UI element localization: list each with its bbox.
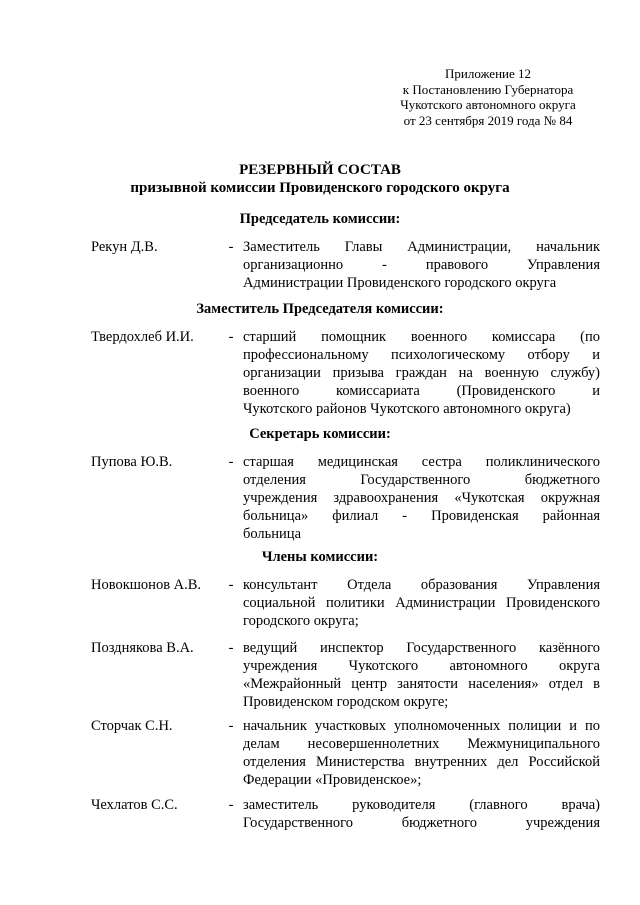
section-heading-deputy: Заместитель Председателя комиссии: bbox=[196, 301, 444, 317]
dash-separator: - bbox=[228, 329, 234, 345]
description-line: организации призыва граждан на военную службу) bbox=[243, 365, 600, 381]
person-name: Пупова Ю.В. bbox=[91, 454, 173, 470]
dash-separator: - bbox=[228, 640, 234, 656]
position-description bbox=[243, 328, 600, 418]
description-line: учреждения здравоохранения «Чукотская окружная bbox=[243, 490, 600, 506]
description-line: организационно - правового Управления bbox=[243, 257, 600, 273]
document-subtitle: призывной комиссии Провиденского городского округа bbox=[130, 180, 510, 196]
position-description bbox=[243, 453, 600, 543]
description-line: учреждения Чукотского автономного округа bbox=[243, 658, 600, 674]
dash-separator: - bbox=[228, 577, 234, 593]
position-description bbox=[243, 796, 600, 832]
description-line: Чукотского районов Чукотского автономного округа) bbox=[243, 401, 571, 417]
description-line: Администрации Провиденского городского округа bbox=[243, 275, 557, 291]
section-heading-secretary: Секретарь комиссии: bbox=[249, 426, 391, 442]
description-line: больница bbox=[243, 526, 301, 542]
person-name: Сторчак С.Н. bbox=[91, 718, 173, 734]
person-name: Чехлатов С.С. bbox=[91, 797, 178, 813]
description-line: отделения Государственного бюджетного bbox=[243, 472, 600, 488]
appendix-line: к Постановлению Губернатора bbox=[402, 81, 574, 97]
description-line: начальник участковых уполномоченных полиции и по bbox=[243, 718, 600, 734]
section-heading-chairman: Председатель комиссии: bbox=[239, 211, 401, 227]
appendix-header bbox=[392, 66, 584, 128]
description-line: Государственного бюджетного учреждения bbox=[243, 815, 600, 831]
position-description bbox=[243, 639, 600, 711]
position-description bbox=[243, 576, 600, 630]
description-line: консультант Отдела образования Управления bbox=[243, 577, 600, 593]
appendix-line: от 23 сентября 2019 года № 84 bbox=[403, 112, 573, 128]
description-line: городского округа; bbox=[243, 613, 359, 629]
person-name: Позднякова В.А. bbox=[91, 640, 194, 656]
person-name: Твердохлеб И.И. bbox=[91, 329, 194, 345]
description-line: заместитель руководителя (главного врача) bbox=[243, 797, 600, 813]
dash-separator: - bbox=[228, 797, 234, 813]
description-line: старшая медицинская сестра поликлинического bbox=[243, 454, 600, 470]
description-line: социальной политики Администрации Провиденского bbox=[243, 595, 600, 611]
description-line: Провиденском городском округе; bbox=[243, 694, 449, 710]
description-line: больница» филиал - Провиденская районная bbox=[243, 508, 600, 524]
dash-separator: - bbox=[228, 718, 234, 734]
description-line: военного комиссариата (Провиденского и bbox=[243, 383, 600, 399]
position-description bbox=[243, 717, 600, 789]
person-name: Рекун Д.В. bbox=[91, 239, 158, 255]
document-title: РЕЗЕРВНЫЙ СОСТАВ bbox=[239, 162, 401, 178]
appendix-line: Приложение 12 bbox=[444, 66, 532, 81]
description-line: «Межрайонный центр занятости населения» отдел в bbox=[243, 676, 600, 692]
description-line: ведущий инспектор Государственного казённого bbox=[243, 640, 600, 656]
appendix-line: Чукотского автономного округа bbox=[400, 97, 576, 112]
description-line: отделения Министерства внутренних дел Российской bbox=[243, 754, 600, 770]
section-heading-members: Члены комиссии: bbox=[261, 549, 379, 565]
description-line: делам несовершеннолетних Межмуниципального bbox=[243, 736, 600, 752]
description-line: Заместитель Главы Администрации, начальник bbox=[243, 239, 600, 255]
description-line: Федерации «Провиденское»; bbox=[243, 772, 422, 788]
description-line: старший помощник военного комиссара (по bbox=[243, 329, 600, 345]
person-name: Новокшонов А.В. bbox=[91, 577, 202, 593]
dash-separator: - bbox=[228, 454, 234, 470]
description-line: профессиональному психологическому отбору и bbox=[243, 347, 600, 363]
dash-separator: - bbox=[228, 239, 234, 255]
position-description bbox=[243, 238, 600, 292]
